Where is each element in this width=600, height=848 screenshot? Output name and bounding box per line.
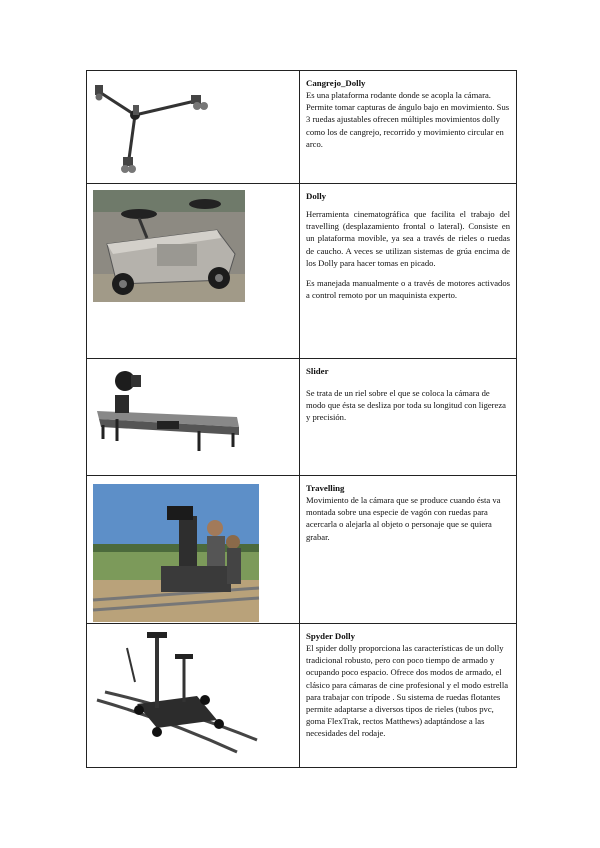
text-cell [300,184,517,359]
image-cell [87,184,300,359]
text-cell [300,359,517,476]
table-row [87,476,517,624]
row-description: Es manejada manualmente o a través de motores activados a control remoto por un maquinista experto. [306,278,510,301]
camera-dolly-image [87,184,299,358]
row-description: Herramienta cinematográfica que facilita el trabajo del travelling (desplazamiento frontal o lateral). Consiste en un plataforma movible, ya sea a través de rieles o ruedas de caucho. A veces se utilizan sistemas de grúa encima de los Dolly para hacer tomas en picado. [306,209,510,268]
row-title: Cangrejo_Dolly [306,78,366,88]
row-description: Se trata de un riel sobre el que se coloca la cámara de modo que ésta se desliza por toda su longitud con ligereza y precisión. [306,388,506,423]
table-row [87,184,517,359]
row-title: Spyder Dolly [306,631,355,641]
table-row [87,359,517,476]
row-description: Es una plataforma rodante donde se acopla la cámara. Permite tomar capturas de ángulo bajo en movimiento. Sus 3 ruedas ajustables ofrecen múltiples movimientos dolly como los de cangrejo, recorrido y movimiento circular en arco. [306,90,510,149]
text-cell [300,71,517,184]
row-description: Movimiento de la cámara que se produce cuando ésta va montada sobre una especie de vagón con ruedas para acercarla o alejarla al objeto o personaje que se quiera grabar. [306,495,501,542]
film-crew-image [87,476,299,623]
image-cell [87,624,300,768]
text-cell [300,624,517,768]
camera-slider-image [87,359,299,475]
image-cell [87,476,300,624]
spyder-dolly-image [87,624,299,767]
tripod-dolly-image [87,71,299,183]
spacer [306,377,510,387]
row-title: Dolly [306,191,327,201]
row-description: El spider dolly proporciona las características de un dolly tradicional robusto, pero con poco tiempo de armado y ocupando poco espacio. Ofrece dos modos de armado, el clásico para cámaras de cine profesional y el modo estrella para trabajar con trípode . Su sistema de ruedas flotantes permite adaptarse a diversos tipos de rieles (tubos pvc, goma FlexTrak, rectos Matthews) adaptándose a las necesidades del rodaje. [306,643,509,739]
table-row [87,71,517,184]
table-row [87,624,517,768]
row-title: Slider [306,366,329,376]
text-cell [300,476,517,624]
row-title: Travelling [306,483,345,493]
image-cell [87,359,300,476]
equipment-table [86,70,517,768]
image-cell [87,71,300,184]
